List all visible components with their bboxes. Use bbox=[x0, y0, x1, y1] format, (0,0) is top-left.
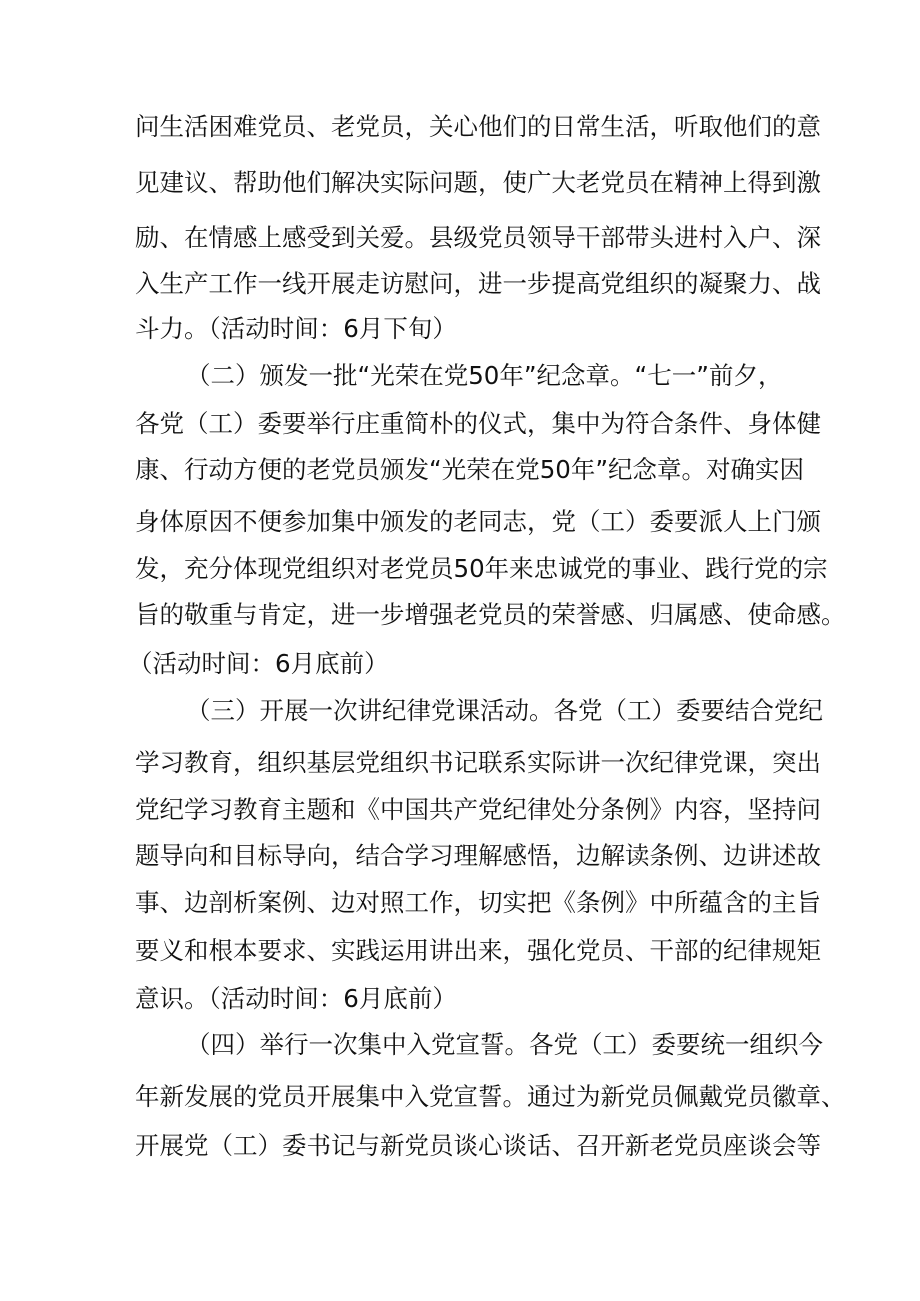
section-heading-line: （四）举行一次集中入党宣誓。各党（工）委要统一组织今 bbox=[186, 1030, 823, 1059]
paragraph-line: 身体原因不便参加集中颁发的老同志，党（工）委要派人上门颁 bbox=[135, 507, 821, 536]
paragraph-line: 党纪学习教育主题和《中国共产党纪律处分条例》内容，坚持问 bbox=[135, 795, 821, 824]
paragraph-line: 励、在情感上感受到关爱。县级党员领导干部带头进村入户、深 bbox=[135, 223, 821, 252]
paragraph-line: 开展党（工）委书记与新党员谈心谈话、召开新老党员座谈会等 bbox=[135, 1131, 821, 1160]
paragraph-line: 要义和根本要求、实践运用讲出来，强化党员、干部的纪律规矩 bbox=[135, 936, 821, 965]
section-heading-line: （二）颁发一批“光荣在党50年”纪念章。“七一”前夕， bbox=[186, 361, 783, 390]
section-heading-line: （三）开展一次讲纪律党课活动。各党（工）委要结合党纪 bbox=[186, 696, 823, 725]
paragraph-line: 旨的敬重与肯定，进一步增强老党员的荣誉感、归属感、使命感。 bbox=[135, 600, 846, 629]
paragraph-line: 问生活困难党员、老党员，关心他们的日常生活，听取他们的意 bbox=[135, 112, 821, 141]
paragraph-line: 发，充分体现党组织对老党员50年来忠诚党的事业、践行党的宗 bbox=[135, 554, 828, 583]
paragraph-line: 意识。（活动时间：6月底前） bbox=[135, 984, 457, 1013]
paragraph-line: 学习教育，组织基层党组织书记联系实际讲一次纪律党课，突出 bbox=[135, 748, 821, 777]
paragraph-line: 各党（工）委要举行庄重简朴的仪式，集中为符合条件、身体健 bbox=[135, 409, 821, 438]
paragraph-line: 题导向和目标导向，结合学习理解感悟，边解读条例、边讲述故 bbox=[135, 841, 821, 870]
paragraph-line: 事、边剖析案例、边对照工作，切实把《条例》中所蕴含的主旨 bbox=[135, 888, 821, 917]
paragraph-line: 见建议、帮助他们解决实际问题，使广大老党员在精神上得到激 bbox=[135, 168, 821, 197]
paragraph-line: 康、行动方便的老党员颁发“光荣在党50年”纪念章。对确实因 bbox=[135, 455, 805, 484]
paragraph-line: 入生产工作一线开展走访慰问，进一步提高党组织的凝聚力、战 bbox=[135, 269, 821, 298]
paragraph-line: 年新发展的党员开展集中入党宣誓。通过为新党员佩戴党员徽章、 bbox=[135, 1082, 846, 1111]
paragraph-line: 斗力。（活动时间：6月下旬） bbox=[135, 314, 457, 343]
paragraph-line: （活动时间：6月底前） bbox=[128, 649, 389, 678]
